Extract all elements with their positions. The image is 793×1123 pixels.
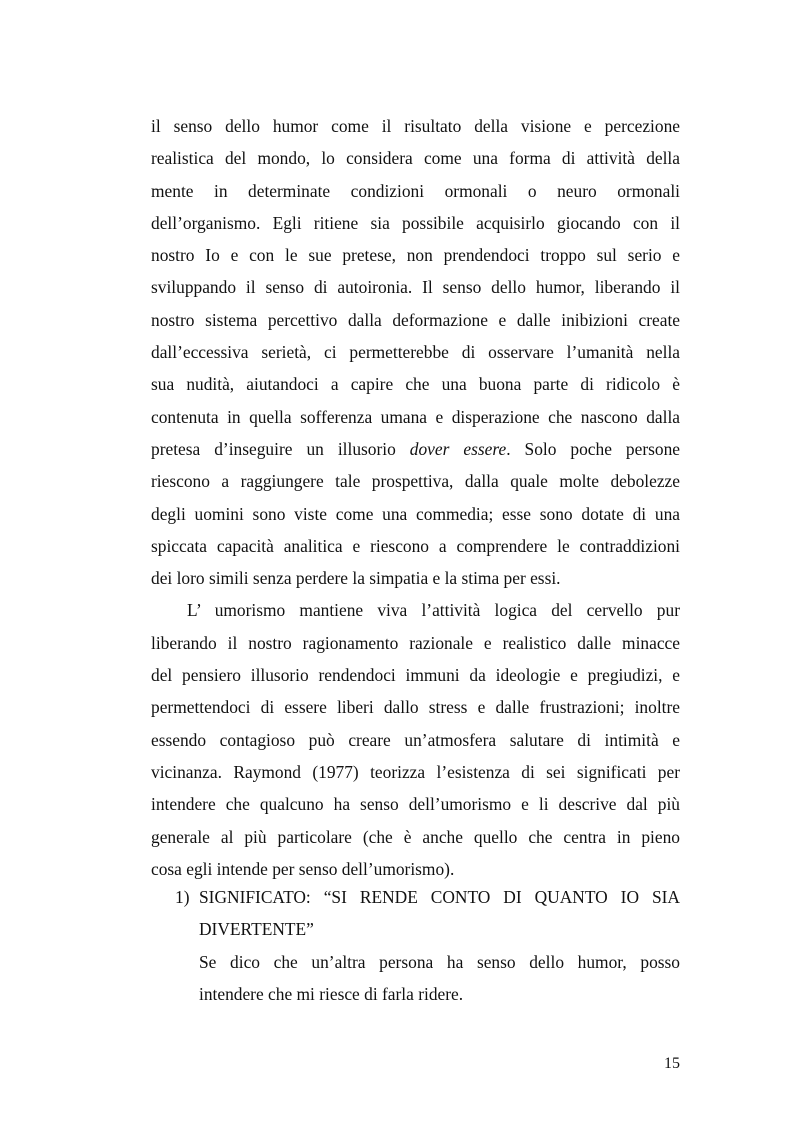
italic-phrase: dover essere [409,438,507,459]
paragraph-2 [151,594,680,885]
page-number: 15 [664,1055,680,1072]
text-line: vicinanza. Raymond (1977) teorizza l’esistenza di sei significati per [151,761,680,782]
text-line: essendo contagioso può creare un’atmosfera salutare di intimità e [151,729,680,750]
text-line: nostro sistema percettivo dalla deformazione e dalle inibizioni create [151,309,680,330]
text-line: cosa egli intende per senso dell’umorismo). [151,858,455,879]
text-line: spiccata capacità analitica e riescono a comprendere le contraddizioni [151,535,680,556]
text-line: mente in determinate condizioni ormonali o neuro ormonali [151,180,680,201]
text-fragment: . Solo poche persone [506,438,680,459]
text-line: SIGNIFICATO: “SI RENDE CONTO DI QUANTO IO SIA [199,887,680,907]
body-text [151,110,680,885]
text-line: dell’organismo. Egli ritiene sia possibile acquisirlo giocando con il [151,212,680,233]
list-item-body [199,881,680,1010]
text-line: DIVERTENTE” [199,919,314,940]
text-line: nostro Io e con le sue pretese, non prendendoci troppo sul serio e [151,245,680,266]
text-line: riescono a raggiungere tale prospettiva, dalla quale molte debolezze [151,471,680,492]
paragraph-1 [151,110,680,594]
text-line: intendere che qualcuno ha senso dell’umorismo e li descrive dal più [151,794,680,815]
text-line: generale al più particolare (che è anche quello che centra in pieno [151,826,680,847]
text-fragment: pretesa d’inseguire un illusorio [151,438,410,459]
text-line: dei loro simili senza perdere la simpatia e la stima per essi. [151,568,561,589]
text-line: del pensiero illusorio rendendoci immuni da ideologie e pregiudizi, e [151,665,680,686]
text-line: realistica del mondo, lo considera come una forma di attività della [151,148,680,169]
text-line: Se dico che un’altra persona ha senso dello humor, posso [199,951,680,972]
text-line: intendere che mi riesce di farla ridere. [199,983,464,1004]
text-line: sviluppando il senso di autoironia. Il senso dello humor, liberando il [151,277,680,298]
list-item-number: 1) [175,887,190,907]
text-line [151,433,680,465]
text-line: contenuta in quella sofferenza umana e disperazione che nascono dalla [151,406,680,427]
text-line: dall’eccessiva serietà, ci permetterebbe di osservare l’umanità nella [151,342,680,363]
text-line: liberando il nostro ragionamento razionale e realistico dalle minacce [151,632,680,653]
text-line: sua nudità, aiutandoci a capire che una buona parte di ridicolo è [151,374,680,395]
list-item [175,881,680,1010]
text-line: permettendoci di essere liberi dallo stress e dalle frustrazioni; inoltre [151,697,680,718]
text-line: degli uomini sono viste come una commedia; esse sono dotate di una [151,503,680,524]
text-line: L’ umorismo mantiene viva l’attività logica del cervello pur [187,600,680,621]
text-line: il senso dello humor come il risultato della visione e percezione [151,116,680,136]
